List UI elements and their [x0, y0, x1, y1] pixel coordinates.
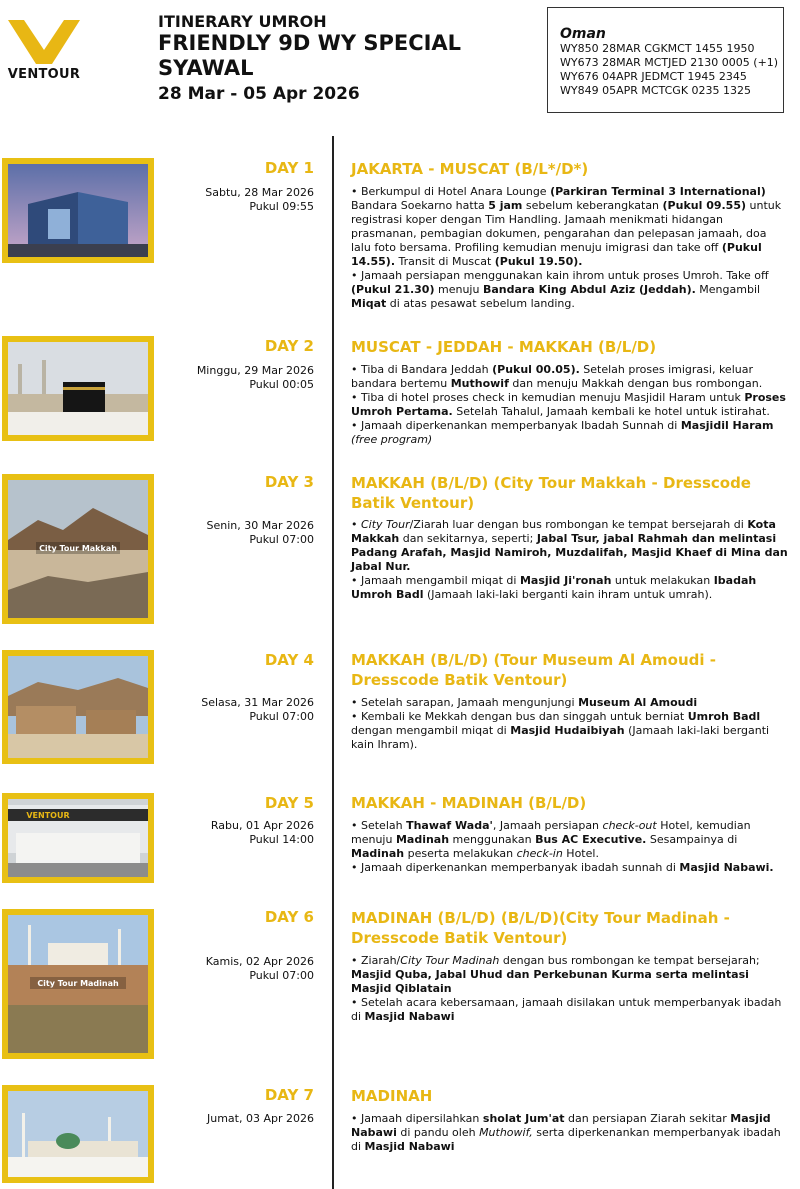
- day-time: Pukul 14:00: [249, 833, 314, 846]
- description-paragraph: • Setelah Thawaf Wada', Jamaah persiapan check-out Hotel, kemudian menuju Madinah menggunakan Bus AC Executive. Sesampainya di Madinah peserta melakukan check-in Hotel.: [351, 819, 751, 860]
- description-paragraph: • Ziarah/City Tour Madinah dengan bus rombongan ke tempat bersejarah; Masjid Quba, Jabal Uhud dan Perkebunan Kurma serta melintasi Masjid Qiblatain: [351, 954, 760, 995]
- hotel-building-photo: [2, 158, 154, 263]
- description-paragraph: • Setelah sarapan, Jamaah mengunjungi Museum Al Amoudi: [351, 696, 698, 709]
- day-description: [351, 954, 788, 1024]
- day-label: DAY 4: [264, 651, 314, 669]
- ventour-bus-group-photo: [2, 793, 154, 883]
- day-description: [351, 819, 788, 875]
- description-paragraph: • Tiba di Bandara Jeddah (Pukul 00.05). Setelah proses imigrasi, keluar bandara bertemu Muthowif dan menuju Makkah dengan bus rombongan.: [351, 363, 763, 390]
- day-date: Minggu, 29 Mar 2026: [196, 364, 314, 377]
- day-label: DAY 1: [264, 159, 314, 177]
- day-label: DAY 3: [264, 473, 314, 491]
- brand-name: VENTOUR: [7, 67, 81, 82]
- flight-destination: Oman: [560, 26, 606, 42]
- day-title: MADINAH: [351, 1087, 433, 1105]
- flight-line: WY850 28MAR CGKMCT 1455 1950: [560, 42, 755, 55]
- masjid-nabawi-photo: [2, 1085, 154, 1183]
- city-tour-madinah-photo: [2, 909, 154, 1059]
- city-tour-makkah-photo: [2, 474, 154, 624]
- flight-line: WY676 04APR JEDMCT 1945 2345: [560, 70, 747, 83]
- day-time: Pukul 07:00: [249, 969, 314, 982]
- day-label: DAY 2: [264, 337, 314, 355]
- day-date: Rabu, 01 Apr 2026: [210, 819, 314, 832]
- day-time: Pukul 00:05: [249, 378, 314, 391]
- day-time: Pukul 07:00: [249, 533, 314, 546]
- day-time: Pukul 07:00: [249, 710, 314, 723]
- day-title: MADINAH (B/L/D) (B/L/D)(City Tour Madinah - Dresscode Batik Ventour): [351, 909, 730, 947]
- itinerary-title: [158, 12, 528, 105]
- title-line-1: ITINERARY UMROH: [158, 12, 327, 31]
- day-date: Senin, 30 Mar 2026: [206, 519, 314, 532]
- photo-caption: City Tour Makkah: [39, 544, 117, 553]
- day-description: [351, 696, 788, 752]
- day-label: DAY 5: [264, 794, 314, 812]
- description-paragraph: • Berkumpul di Hotel Anara Lounge (Parkiran Terminal 3 International) Bandara Soekarno hatta 5 jam sebelum keberangkatan (Pukul 09.55) untuk registrasi koper dengan Tim Handling. Jamaah menikmati hidangan prasmanan, pembagian dokumen, pengarahan dan pelepasan jamaah, doa lalu foto bersama. Profiling kemudian menuju imigrasi dan take off (Pukul 14.55). Transit di Muscat (Pukul 19.50).: [351, 185, 782, 268]
- day-time: Pukul 09:55: [249, 200, 314, 213]
- day-description: [351, 518, 788, 602]
- day-title: MAKKAH - MADINAH (B/L/D): [351, 794, 587, 812]
- day-description: [351, 185, 788, 311]
- day-title: MUSCAT - JEDDAH - MAKKAH (B/L/D): [351, 338, 657, 356]
- kaaba-photo: [2, 336, 154, 441]
- day-date: Sabtu, 28 Mar 2026: [205, 186, 314, 199]
- day-description: [351, 1112, 788, 1154]
- day-date: Kamis, 02 Apr 2026: [205, 955, 314, 968]
- day-title: JAKARTA - MUSCAT (B/L*/D*): [351, 160, 589, 178]
- description-paragraph: • Jamaah diperkenankan memperbanyak Ibadah Sunnah di Masjidil Haram (free program): [351, 419, 774, 446]
- description-paragraph: • Tiba di hotel proses check in kemudian menuju Masjidil Haram untuk Proses Umroh Pertama. Setelah Tahalul, Jamaah kembali ke hotel untuk istirahat.: [351, 391, 786, 418]
- flight-info-box: [547, 7, 784, 113]
- day-label: DAY 6: [264, 908, 314, 926]
- flight-line: WY849 05APR MCTCGK 0235 1325: [560, 84, 752, 97]
- description-paragraph: • Kembali ke Mekkah dengan bus dan singgah untuk berniat Umroh Badl dengan mengambil miqat di Masjid Hudaibiyah (Jamaah laki-laki berganti kain Ihram).: [351, 710, 770, 751]
- day-title: MAKKAH (B/L/D) (City Tour Makkah - Dresscode Batik Ventour): [351, 474, 751, 512]
- photo-caption: VENTOUR: [26, 811, 70, 820]
- timeline-divider: [332, 136, 334, 1189]
- description-paragraph: • Setelah acara kebersamaan, jamaah disilakan untuk memperbanyak ibadah di Masjid Nabawi: [351, 996, 782, 1023]
- flight-line: WY673 28MAR MCTJED 2130 0005 (+1): [560, 56, 779, 69]
- title-line-3: SYAWAL: [158, 56, 254, 80]
- museum-al-amoudi-photo: [2, 650, 154, 764]
- trip-dates: 28 Mar - 05 Apr 2026: [158, 84, 360, 104]
- description-paragraph: • Jamaah dipersilahkan sholat Jum'at dan persiapan Ziarah sekitar Masjid Nabawi di pandu oleh Muthowif, serta diperkenankan memperbanyak ibadah di Masjid Nabawi: [351, 1112, 781, 1153]
- day-date: Jumat, 03 Apr 2026: [207, 1112, 314, 1125]
- day-label: DAY 7: [264, 1086, 314, 1104]
- photo-caption: City Tour Madinah: [37, 979, 119, 988]
- description-paragraph: • Jamaah persiapan menggunakan kain ihrom untuk proses Umroh. Take off (Pukul 21.30) menuju Bandara King Abdul Aziz (Jeddah). Mengambil Miqat di atas pesawat sebelum landing.: [351, 269, 769, 310]
- title-line-2: FRIENDLY 9D WY SPECIAL: [158, 31, 462, 55]
- description-paragraph: • Jamaah mengambil miqat di Masjid Ji'ronah untuk melakukan Ibadah Umroh Badl (Jamaah laki-laki berganti kain ihram untuk umrah).: [351, 574, 757, 601]
- day-title: MAKKAH (B/L/D) (Tour Museum Al Amoudi - Dresscode Batik Ventour): [351, 651, 716, 689]
- description-paragraph: • City Tour/Ziarah luar dengan bus rombongan ke tempat bersejarah di Kota Makkah dan sekitarnya, seperti; Jabal Tsur, jabal Rahmah dan melintasi Padang Arafah, Masjid Namiroh, Muzdalifah, Masjid Khaef di Mina dan Jabal Nur.: [351, 518, 788, 573]
- day-date: Selasa, 31 Mar 2026: [201, 696, 314, 709]
- day-description: [351, 363, 788, 447]
- description-paragraph: • Jamaah diperkenankan memperbanyak ibadah sunnah di Masjid Nabawi.: [351, 861, 774, 874]
